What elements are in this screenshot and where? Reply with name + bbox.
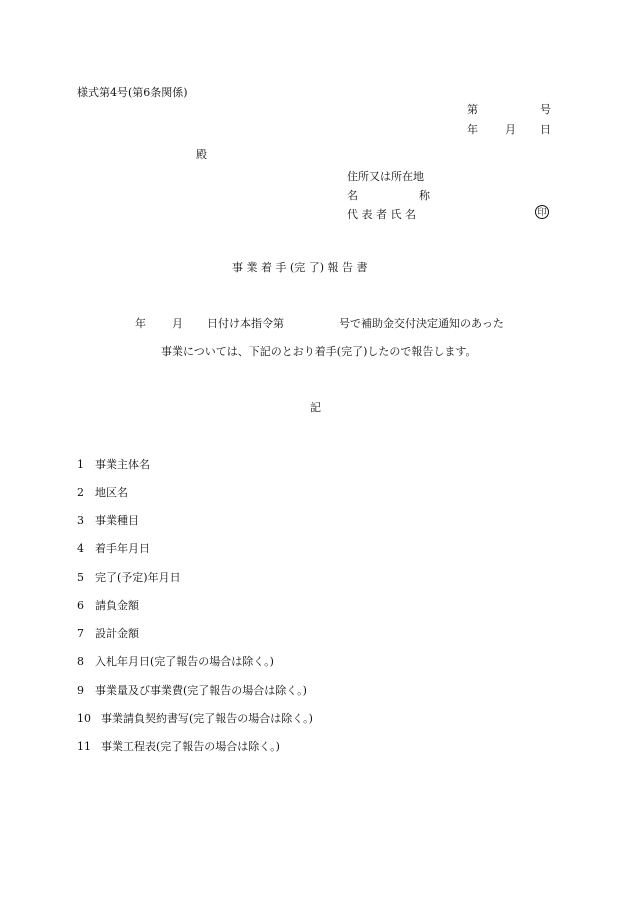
list-item [77, 741, 280, 752]
form-number: 様式第4号(第6条関係) [77, 86, 188, 99]
seal-mark: 印 [535, 205, 549, 219]
item-number: 11 [77, 740, 91, 753]
date-month: 月 [505, 123, 516, 136]
item-label: 入札年月日(完了報告の場合は除く。) [95, 655, 274, 668]
list-item [77, 487, 128, 498]
item-number: 2 [77, 486, 84, 499]
ki-heading: 記 [310, 401, 321, 414]
list-item [77, 572, 181, 583]
list-item [77, 713, 313, 724]
doc-number-suffix: 号 [540, 103, 551, 116]
list-item [77, 656, 274, 667]
name-label-left: 名 [347, 189, 358, 202]
item-number: 1 [77, 458, 84, 471]
list-item [77, 543, 150, 554]
date-day: 日 [540, 123, 551, 136]
item-number: 10 [77, 712, 91, 725]
list-item [77, 628, 139, 639]
item-label: 地区名 [95, 486, 128, 499]
item-number: 5 [77, 571, 84, 584]
addressee-suffix: 殿 [196, 148, 207, 161]
item-label: 事業工程表(完了報告の場合は除く。) [101, 740, 280, 753]
date-year: 年 [467, 123, 478, 136]
document-title: 事 業 着 手 (完 了) 報 告 書 [232, 261, 368, 274]
item-label: 事業種目 [95, 514, 139, 527]
representative-label: 代 表 者 氏 名 [347, 208, 416, 221]
body-line1-rest: 号で補助金交付決定通知のあった [339, 317, 504, 330]
list-item [77, 459, 150, 470]
item-label: 設計金額 [95, 627, 139, 640]
item-number: 6 [77, 599, 84, 612]
item-label: 事業請負契約書写(完了報告の場合は除く。) [101, 712, 313, 725]
name-label-right: 称 [419, 189, 430, 202]
list-item [77, 685, 307, 696]
item-number: 7 [77, 627, 84, 640]
body-line2: 事業については、下記のとおり着手(完了)したので報告します。 [161, 345, 477, 358]
item-number: 4 [77, 542, 84, 555]
item-number: 3 [77, 514, 84, 527]
item-label: 請負金額 [95, 599, 139, 612]
item-number: 8 [77, 655, 84, 668]
item-label: 事業主体名 [95, 458, 150, 471]
list-item [77, 515, 139, 526]
item-number: 9 [77, 684, 84, 697]
body-line1-text: 日付け本指令第 [207, 317, 284, 330]
item-label: 着手年月日 [95, 542, 150, 555]
body-month: 月 [172, 317, 183, 330]
address-label: 住所又は所在地 [347, 170, 424, 183]
item-label: 完了(予定)年月日 [95, 571, 181, 584]
list-item [77, 600, 139, 611]
body-year: 年 [135, 317, 146, 330]
item-label: 事業量及び事業費(完了報告の場合は除く。) [95, 684, 307, 697]
doc-number-prefix: 第 [467, 103, 478, 116]
